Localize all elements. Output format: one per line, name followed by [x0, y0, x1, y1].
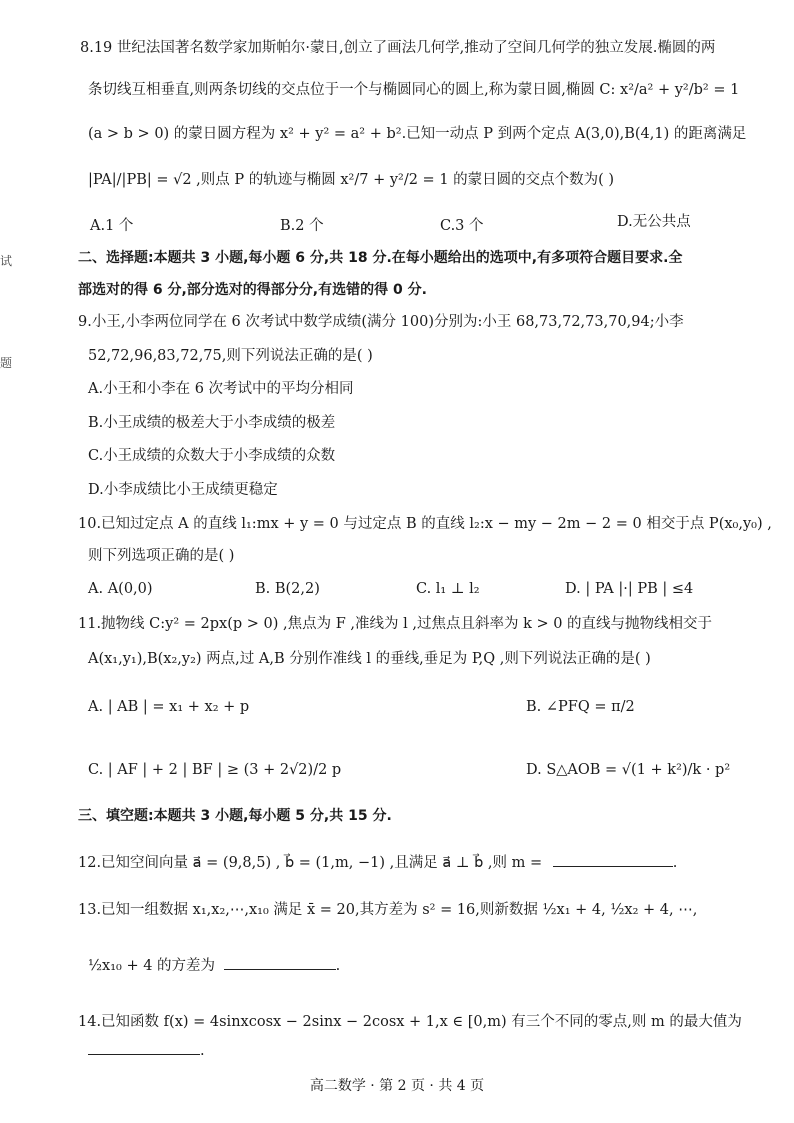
q11-option-c: C. | AF | + 2 | BF | ≥ (3 + 2√2)/2 p: [88, 762, 342, 778]
q8-option-c: C.3 个: [440, 218, 484, 234]
q9-option-a: A.小王和小李在 6 次考试中的平均分相同: [88, 381, 354, 397]
q8-line-3: (a > b > 0) 的蒙日圆方程为 x² + y² = a² + b².已知一动点 P 到两个定点 A(3,0),B(4,1) 的距离满足: [88, 126, 747, 142]
section-2-heading-cont: 部选对的得 6 分,部分选对的得部分分,有选错的得 0 分.: [78, 282, 427, 298]
margin-mark-2: 题: [0, 356, 13, 370]
section-3-heading: 三、填空题:本题共 3 小题,每小题 5 分,共 15 分.: [78, 808, 392, 824]
q9-option-c: C.小王成绩的众数大于小李成绩的众数: [88, 448, 336, 464]
q13-answer-blank[interactable]: [224, 955, 336, 970]
q13-line-2: ½x₁₀ + 4 的方差为: [88, 958, 216, 974]
q9-line-1: 9.小王,小李两位同学在 6 次考试中数学成绩(满分 100)分别为:小王 68,73,72,73,70,94;小李: [78, 314, 684, 330]
q14-line-1: 14.已知函数 f(x) = 4sinxcosx − 2sinx − 2cosx + 1,x ∈ [0,m) 有三个不同的零点,则 m 的最大值为: [78, 1014, 742, 1030]
q14-answer-blank[interactable]: [88, 1040, 200, 1055]
q11-line-2: A(x₁,y₁),B(x₂,y₂) 两点,过 A,B 分别作准线 l 的垂线,垂足为 P,Q ,则下列说法正确的是( ): [88, 651, 651, 667]
margin-mark-1: 试: [0, 254, 13, 268]
q8-line-1: 8.19 世纪法国著名数学家加斯帕尔·蒙日,创立了画法几何学,推动了空间几何学的独立发展.椭圆的两: [80, 40, 716, 56]
q8-option-b: B.2 个: [280, 218, 324, 234]
q10-line-2: 则下列选项正确的是( ): [88, 548, 235, 564]
page-footer: 高二数学 · 第 2 页 · 共 4 页: [309, 1078, 485, 1094]
q11-line-1: 11.抛物线 C:y² = 2px(p > 0) ,焦点为 F ,准线为 l ,过焦点且斜率为 k > 0 的直线与抛物线相交于: [78, 616, 713, 632]
q10-option-c: C. l₁ ⊥ l₂: [416, 581, 480, 597]
q9-option-b: B.小王成绩的极差大于小李成绩的极差: [88, 415, 336, 431]
q10-option-a: A. A(0,0): [88, 581, 153, 597]
q8-line-2: 条切线互相垂直,则两条切线的交点位于一个与椭圆同心的圆上,称为蒙日圆,椭圆 C: x²/a² + y²/b² = 1: [88, 82, 740, 98]
q12-answer-blank[interactable]: [553, 852, 673, 867]
q8-line-4: |PA|/|PB| = √2 ,则点 P 的轨迹与椭圆 x²/7 + y²/2 = 1 的蒙日圆的交点个数为( ): [88, 172, 615, 188]
section-2-heading: 二、选择题:本题共 3 小题,每小题 6 分,共 18 分.在每小题给出的选项中,有多项符合题目要求.全: [78, 250, 683, 266]
q10-line-1: 10.已知过定点 A 的直线 l₁:mx + y = 0 与过定点 B 的直线 l₂:x − my − 2m − 2 = 0 相交于点 P(x₀,y₀) ,: [78, 516, 772, 532]
q11-option-b: B. ∠PFQ = π/2: [526, 699, 635, 715]
q9-line-2: 52,72,96,83,72,75,则下列说法正确的是( ): [88, 348, 373, 364]
q8-option-a: A.1 个: [90, 218, 134, 234]
q9-option-d: D.小李成绩比小王成绩更稳定: [88, 482, 278, 498]
q13-line-1: 13.已知一组数据 x₁,x₂,⋯,x₁₀ 满足 x̄ = 20,其方差为 s² = 16,则新数据 ½x₁ + 4, ½x₂ + 4, ⋯,: [78, 902, 698, 918]
q10-option-d: D. | PA |·| PB | ≤4: [565, 581, 694, 597]
q12-text: 12.已知空间向量 a⃗ = (9,8,5) , b⃗ = (1,m, −1) ,且满足 a⃗ ⊥ b⃗ ,则 m =: [78, 855, 543, 871]
q11-option-d: D. S△AOB = √(1 + k²)/k · p²: [526, 762, 731, 778]
q10-option-b: B. B(2,2): [255, 581, 320, 597]
q8-option-d: D.无公共点: [617, 214, 691, 230]
question-12: 12.已知空间向量 a⃗ = (9,8,5) , b⃗ = (1,m, −1) ,且满足 a⃗ ⊥ b⃗ ,则 m = .: [78, 852, 677, 873]
q11-option-a: A. | AB | = x₁ + x₂ + p: [88, 699, 250, 715]
